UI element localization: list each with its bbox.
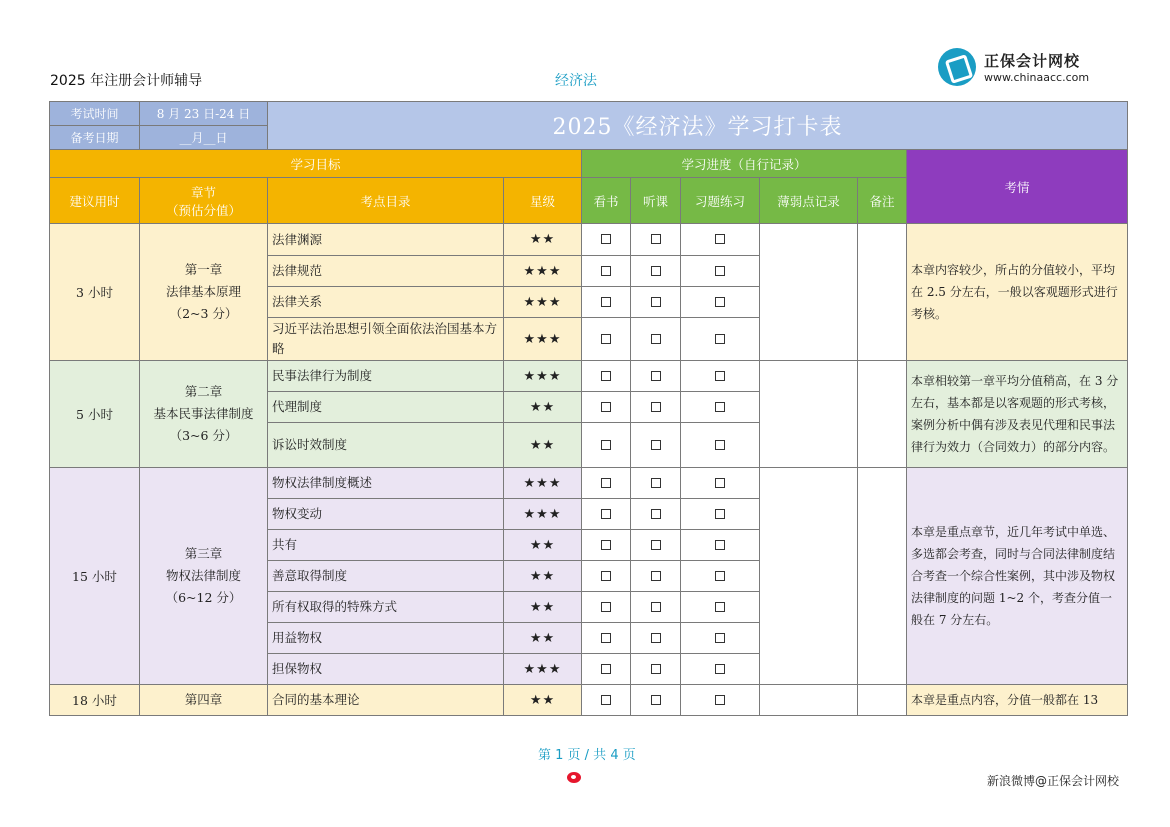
- checkbox-listen[interactable]: [651, 509, 661, 519]
- checkbox-practice[interactable]: [715, 334, 725, 344]
- checkbox-cell-practice: [681, 685, 760, 716]
- chapter-score: （3~6 分）: [169, 428, 238, 443]
- chapter-name: 第四章: [184, 692, 223, 707]
- topic-name: 诉讼时效制度: [268, 423, 504, 468]
- checkbox-cell-read: [582, 530, 631, 561]
- remark-field[interactable]: [858, 468, 907, 685]
- topic-stars: ★★: [504, 224, 582, 256]
- checkbox-listen[interactable]: [651, 664, 661, 674]
- checkbox-cell-read: [582, 287, 631, 318]
- header-subject: 经济法: [555, 73, 597, 89]
- checkbox-listen[interactable]: [651, 695, 661, 705]
- col-stars: 星级: [504, 178, 582, 224]
- checkbox-cell-practice: [681, 224, 760, 256]
- checkbox-cell-read: [582, 592, 631, 623]
- topic-name: 所有权取得的特殊方式: [268, 592, 504, 623]
- checkbox-cell-practice: [681, 592, 760, 623]
- table-title: 2025《经济法》学习打卡表: [268, 102, 1128, 150]
- checkbox-cell-practice: [681, 256, 760, 287]
- checkbox-read[interactable]: [601, 402, 611, 412]
- chapter-score: （2~3 分）: [169, 306, 238, 321]
- checkbox-listen[interactable]: [651, 633, 661, 643]
- checkbox-listen[interactable]: [651, 540, 661, 550]
- col-practice: 习题练习: [681, 178, 760, 224]
- topic-stars: ★★★: [504, 468, 582, 499]
- checkbox-practice[interactable]: [715, 695, 725, 705]
- topic-name: 法律规范: [268, 256, 504, 287]
- chapter-title: 物权法律制度: [165, 568, 241, 583]
- weibo-icon: [567, 772, 581, 783]
- logo-url: www.chinaacc.com: [984, 71, 1090, 84]
- topic-stars: ★★★: [504, 499, 582, 530]
- checkbox-cell-practice: [681, 561, 760, 592]
- prep-date-label: 备考日期: [50, 126, 140, 150]
- exam-note: 本章是重点内容，分值一般都在 13: [907, 685, 1128, 716]
- checkbox-listen[interactable]: [651, 602, 661, 612]
- checkbox-practice[interactable]: [715, 297, 725, 307]
- checkbox-cell-practice: [681, 318, 760, 361]
- col-time: 建议用时: [50, 178, 140, 224]
- topic-name: 担保物权: [268, 654, 504, 685]
- checkbox-cell-listen: [631, 423, 681, 468]
- remark-field[interactable]: [858, 685, 907, 716]
- checkbox-cell-read: [582, 685, 631, 716]
- checkbox-cell-practice: [681, 499, 760, 530]
- topic-name: 合同的基本理论: [268, 685, 504, 716]
- checkbox-listen[interactable]: [651, 402, 661, 412]
- checkbox-read[interactable]: [601, 266, 611, 276]
- checkbox-practice[interactable]: [715, 478, 725, 488]
- checkbox-listen[interactable]: [651, 234, 661, 244]
- chapter-cell: [140, 468, 268, 685]
- weibo-account: 新浪微博@正保会计网校: [987, 774, 1120, 788]
- checkbox-cell-read: [582, 468, 631, 499]
- checkbox-cell-listen: [631, 530, 681, 561]
- checkbox-cell-practice: [681, 361, 760, 392]
- group-progress: 学习进度（自行记录）: [582, 150, 907, 178]
- checkbox-read[interactable]: [601, 234, 611, 244]
- checkbox-cell-practice: [681, 468, 760, 499]
- checkbox-read[interactable]: [601, 440, 611, 450]
- table-row: [50, 224, 1128, 256]
- checkbox-practice[interactable]: [715, 371, 725, 381]
- page-number: 第 1 页 / 共 4 页: [538, 748, 636, 763]
- topic-name: 法律关系: [268, 287, 504, 318]
- checkbox-cell-read: [582, 654, 631, 685]
- checkbox-cell-read: [582, 623, 631, 654]
- col-weak: 薄弱点记录: [760, 178, 858, 224]
- checkbox-practice[interactable]: [715, 571, 725, 581]
- group-study-goal: 学习目标: [50, 150, 582, 178]
- chapter-time: 18 小时: [50, 685, 140, 716]
- checkbox-cell-read: [582, 499, 631, 530]
- prep-date-value[interactable]: __月__日: [140, 126, 268, 150]
- table-row: [50, 685, 1128, 716]
- topic-stars: ★★: [504, 685, 582, 716]
- checkbox-cell-listen: [631, 224, 681, 256]
- checkbox-cell-read: [582, 224, 631, 256]
- group-exam-info: 考情: [907, 150, 1128, 224]
- checkbox-listen[interactable]: [651, 371, 661, 381]
- checkin-table: [49, 101, 1128, 716]
- checkbox-cell-read: [582, 256, 631, 287]
- topic-name: 习近平法治思想引领全面依法治国基本方略: [268, 318, 504, 361]
- checkbox-read[interactable]: [601, 371, 611, 381]
- chapter-time: 3 小时: [50, 224, 140, 361]
- remark-field[interactable]: [858, 224, 907, 361]
- brand-logo: [938, 48, 1089, 86]
- checkbox-cell-listen: [631, 499, 681, 530]
- checkbox-cell-read: [582, 561, 631, 592]
- weak-point-field[interactable]: [760, 224, 858, 361]
- topic-name: 民事法律行为制度: [268, 361, 504, 392]
- col-chapter: [140, 178, 268, 224]
- topic-stars: ★★: [504, 623, 582, 654]
- topic-stars: ★★: [504, 530, 582, 561]
- topic-name: 用益物权: [268, 623, 504, 654]
- table-row: [50, 361, 1128, 392]
- exam-time-value: 8 月 23 日-24 日: [140, 102, 268, 126]
- checkbox-read[interactable]: [601, 633, 611, 643]
- topic-stars: ★★★: [504, 654, 582, 685]
- weak-point-field[interactable]: [760, 361, 858, 468]
- topic-name: 法律渊源: [268, 224, 504, 256]
- checkbox-cell-listen: [631, 318, 681, 361]
- checkbox-listen[interactable]: [651, 478, 661, 488]
- checkbox-read[interactable]: [601, 334, 611, 344]
- remark-field[interactable]: [858, 361, 907, 468]
- checkbox-practice[interactable]: [715, 234, 725, 244]
- checkbox-listen[interactable]: [651, 440, 661, 450]
- checkbox-read[interactable]: [601, 602, 611, 612]
- topic-stars: ★★: [504, 423, 582, 468]
- exam-note: 本章是重点章节，近几年考试中单选、多选都会考查，同时与合同法律制度结合考查一个综合性案例，其中涉及物权法律制度的问题 1~2 个，考查分值一般在 7 分左右。: [907, 468, 1128, 685]
- table-row: [50, 468, 1128, 499]
- checkbox-cell-practice: [681, 623, 760, 654]
- checkbox-cell-practice: [681, 423, 760, 468]
- chapter-name: 第一章: [184, 262, 223, 277]
- checkbox-read[interactable]: [601, 664, 611, 674]
- checkbox-cell-listen: [631, 685, 681, 716]
- checkbox-read[interactable]: [601, 297, 611, 307]
- chapter-cell: [140, 224, 268, 361]
- checkbox-practice[interactable]: [715, 509, 725, 519]
- chapter-cell: [140, 685, 268, 716]
- checkbox-cell-listen: [631, 654, 681, 685]
- checkbox-read[interactable]: [601, 695, 611, 705]
- chapter-cell: [140, 361, 268, 468]
- chapter-title: 法律基本原理: [165, 284, 241, 299]
- chapter-name: 第三章: [184, 546, 223, 561]
- checkbox-cell-listen: [631, 592, 681, 623]
- exam-note: 本章内容较少，所占的分值较小，平均在 2.5 分左右，一般以客观题形式进行考核。: [907, 224, 1128, 361]
- topic-stars: ★★: [504, 392, 582, 423]
- chapter-title: 基本民事法律制度: [153, 406, 254, 421]
- topic-stars: ★★★: [504, 361, 582, 392]
- checkbox-cell-practice: [681, 654, 760, 685]
- checkbox-cell-read: [582, 361, 631, 392]
- checkbox-cell-listen: [631, 287, 681, 318]
- checkbox-cell-practice: [681, 530, 760, 561]
- checkbox-read[interactable]: [601, 509, 611, 519]
- checkbox-cell-read: [582, 423, 631, 468]
- checkbox-practice[interactable]: [715, 664, 725, 674]
- checkbox-cell-practice: [681, 392, 760, 423]
- exam-time-label: 考试时间: [50, 102, 140, 126]
- topic-stars: ★★★: [504, 256, 582, 287]
- checkbox-read[interactable]: [601, 478, 611, 488]
- checkbox-cell-listen: [631, 561, 681, 592]
- checkbox-read[interactable]: [601, 571, 611, 581]
- topic-name: 共有: [268, 530, 504, 561]
- topic-stars: ★★★: [504, 318, 582, 361]
- checkbox-cell-listen: [631, 361, 681, 392]
- topic-name: 物权变动: [268, 499, 504, 530]
- weak-point-field[interactable]: [760, 685, 858, 716]
- header-left-text: 2025 年注册会计师辅导: [50, 73, 203, 89]
- checkbox-practice[interactable]: [715, 633, 725, 643]
- topic-name: 善意取得制度: [268, 561, 504, 592]
- checkbox-practice[interactable]: [715, 266, 725, 276]
- exam-note: 本章相较第一章平均分值稍高，在 3 分左右，基本都是以客观题的形式考核，案例分析中偶有涉及表见代理和民事法律行为效力（合同效力）的部分内容。: [907, 361, 1128, 468]
- checkbox-cell-listen: [631, 392, 681, 423]
- checkbox-cell-listen: [631, 623, 681, 654]
- checkbox-practice[interactable]: [715, 540, 725, 550]
- col-chapter-label: 章节: [190, 184, 216, 200]
- checkbox-read[interactable]: [601, 540, 611, 550]
- chapter-name: 第二章: [184, 384, 223, 399]
- checkbox-listen[interactable]: [651, 334, 661, 344]
- chapter-time: 5 小时: [50, 361, 140, 468]
- col-remark: 备注: [858, 178, 907, 224]
- checkbox-cell-practice: [681, 287, 760, 318]
- col-topic: 考点目录: [268, 178, 504, 224]
- col-listen: 听课: [631, 178, 681, 224]
- checkbox-listen[interactable]: [651, 571, 661, 581]
- col-chapter-score: （预估分值）: [165, 202, 241, 218]
- topic-stars: ★★★: [504, 287, 582, 318]
- checkbox-cell-read: [582, 392, 631, 423]
- topic-stars: ★★: [504, 592, 582, 623]
- logo-icon: [938, 48, 976, 86]
- checkbox-practice[interactable]: [715, 602, 725, 612]
- topic-name: 代理制度: [268, 392, 504, 423]
- checkbox-practice[interactable]: [715, 402, 725, 412]
- col-read: 看书: [582, 178, 631, 224]
- weak-point-field[interactable]: [760, 468, 858, 685]
- checkbox-practice[interactable]: [715, 440, 725, 450]
- checkbox-cell-listen: [631, 256, 681, 287]
- checkbox-cell-listen: [631, 468, 681, 499]
- checkbox-cell-read: [582, 318, 631, 361]
- chapter-score: （6~12 分）: [165, 590, 242, 605]
- chapter-time: 15 小时: [50, 468, 140, 685]
- logo-name: 正保会计网校: [984, 52, 1081, 70]
- checkbox-listen[interactable]: [651, 297, 661, 307]
- topic-stars: ★★: [504, 561, 582, 592]
- checkbox-listen[interactable]: [651, 266, 661, 276]
- topic-name: 物权法律制度概述: [268, 468, 504, 499]
